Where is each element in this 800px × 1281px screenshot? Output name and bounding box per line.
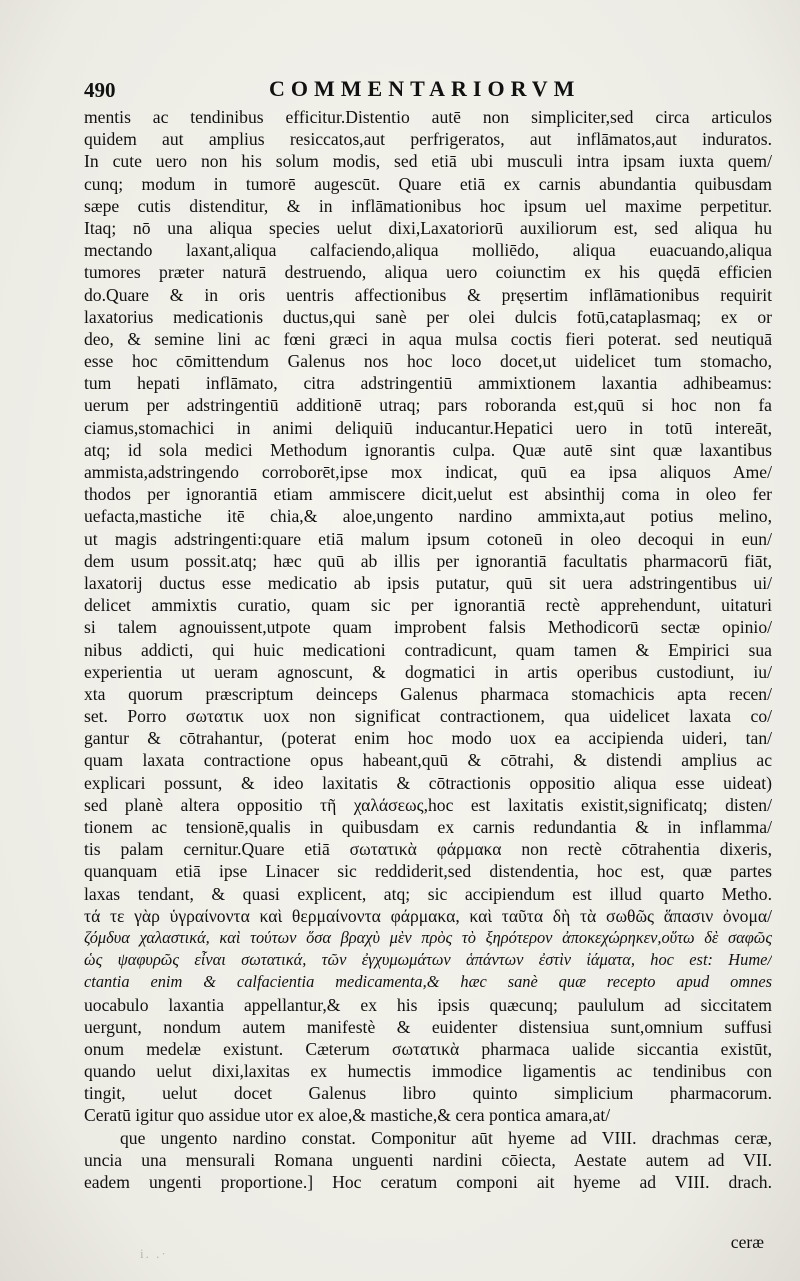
- body-text: [84, 106, 772, 1193]
- text-line: tis palam cernitur.Quare etiā σωτατικὰ φάρμακα non rectè cōtrahentia dixeris,: [84, 839, 772, 860]
- text-line: si talem agnouissent,utpote quam improbent falsis Methodicorū sectæ opinio/: [84, 617, 772, 638]
- text-line: explicari possunt, & ideo laxitatis & cōtractionis oppositio aliqua esse uideat): [84, 772, 772, 793]
- text-line: experientia ut ueram agnoscunt, & dogmatici in artis operibus custodiunt, iu/: [84, 661, 772, 682]
- bleed-through-mark: i. .·: [140, 1246, 168, 1261]
- text-line: uefacta,mastiche itē chia,& aloe,ungento nardino ammixta,aut potius melino,: [84, 506, 772, 527]
- text-line: tingit, uelut docet Galenus libro quinto simplicium pharmacorum.: [84, 1083, 772, 1104]
- text-line: tumores præter naturā destruendo, aliqua uero coiunctim ex his quędā efficien: [84, 262, 772, 283]
- text-line: uncia una mensurali Romana unguenti nardini cōiecta, Aestate autem ad VII.: [84, 1149, 772, 1170]
- text-line: In cute uero non his solum modis, sed etiā ubi musculi intra ipsam iuxta quem/: [84, 151, 772, 172]
- text-line: quam laxata contractione opus habeant,quū & cōtrahi, & distendi amplius ac: [84, 750, 772, 771]
- text-line: xta quorum præscriptum deinceps Galenus pharmaca stomachicis apta recen/: [84, 683, 772, 704]
- text-line: sed planè altera oppositio τῆ χαλάσεως,hoc est laxitatis existit,significatq; disten/: [84, 794, 772, 815]
- text-line: uocabulo laxantia appellantur,& ex his ipsis quæcunq; paululum ad siccitatem: [84, 994, 772, 1015]
- text-line: Itaq; nō una aliqua species uelut dixi,Laxatoriorū auxiliorum est, sed aliqua hu: [84, 217, 772, 238]
- catchword: ceræ: [730, 1232, 764, 1252]
- text-line: uerum per adstringentiū additionē utraq; pars roboranda est,quū si hoc non fa: [84, 395, 772, 416]
- text-line: ciamus,stomachici in animi deliquiū inducantur.Hepatici uero in totū intereāt,: [84, 417, 772, 438]
- text-line: laxatorij ductus esse medicatio ab ipsis putatur, quū sit uera adstringentibus ui/: [84, 572, 772, 593]
- text-line: laxas tendant, & quasi explicent, atq; sic accipiendum est illud quarto Metho.: [84, 883, 772, 904]
- text-line: delicet ammixtis curatio, quam sic per ignorantiā rectè apprehendunt, uitaturi: [84, 595, 772, 616]
- page-header: [84, 74, 760, 104]
- text-line: mectando laxant,aliqua calfaciendo,aliqua molliēdo, aliqua euacuando,aliqua: [84, 240, 772, 261]
- text-line: ζόμδυα χαλαστικά, καὶ τούτων ὅσα βραχὺ μὲν πρὸς τὸ ξηρότερον ἀποκεχώρηκεν,οὕτω δὲ σαφῶς: [84, 927, 772, 947]
- text-line: onum medelæ existunt. Cæterum σωτατικὰ pharmaca ualide siccantia existūt,: [84, 1038, 772, 1059]
- text-line: atq; id sola medici Methodum ignorantis culpa. Quæ autē sint quæ laxantibus: [84, 439, 772, 460]
- text-line: τά τε γὰρ ὑγραίνοντα καὶ θερμαίνοντα φάρμακα, καὶ ταῦτα δὴ τὰ σωθῶς ἅπασιν ὀνομα/: [84, 905, 772, 926]
- text-line: uergunt, nondum autem manifestè & euidenter distensiua sunt,omnium suffusi: [84, 1016, 772, 1037]
- text-line: ut magis adstringenti:quare etiā malum ipsum cotoneū in oleo decoqui in eun/: [84, 528, 772, 549]
- text-line: tum hepati inflāmato, citra adstringentiū ammixtionem laxantia adhibeamus:: [84, 373, 772, 394]
- text-line: do.Quare & in oris uentris affectionibus & pręsertim inflāmationibus requirit: [84, 284, 772, 305]
- text-line: quanquam etiā ipse Linacer sic reddiderit,sed distendentia, hoc est, quæ partes: [84, 861, 772, 882]
- text-line: ctantia enim & calfacientia medicamenta,& hæc sanè quæ recepto apud omnes: [84, 972, 772, 992]
- text-line: mentis ac tendinibus efficitur.Distentio autē non simpliciter,sed circa articulos: [84, 107, 772, 127]
- text-line: laxatorius medicationis ductus,qui sanè per olei dulcis fotū,cataplasmaq; ex or: [84, 306, 772, 327]
- text-line: ὡς ψαφυρῶς εἶναι σωτατικά, τῶν ἐγχυμωμάτων ἁπάντων ἐστὶν ἰάματα, hoc est: Hume/: [84, 950, 772, 970]
- text-line: sæpe cutis distenditur, & in inflāmationibus hoc ipsum uel maxime perpetitur.: [84, 195, 772, 216]
- text-line: cunq; modum in tumorē augescūt. Quare etiā ex carnis abundantia quibusdam: [84, 173, 772, 194]
- page-number: 490: [84, 78, 116, 102]
- text-line: ammista,adstringendo corroborēt,ipse mox indicat, quū ea ipsa aliquos Ame/: [84, 462, 772, 482]
- text-line: dem usum possit.atq; hæc quū ab illis per ignorantiā facultatis pharmacorū fiāt,: [84, 550, 772, 571]
- text-line: gantur & cōtrahantur, (poterat enim hoc modo uox ea accipienda uideri, tan/: [84, 728, 772, 749]
- text-line: quando uelut dixi,laxitas ex humectis immodice ligamentis ac tendinibus con: [84, 1061, 772, 1082]
- text-line: Ceratū igitur quo assidue utor ex aloe,& mastiche,& cera pontica amara,at/: [84, 1105, 611, 1126]
- text-line: esse hoc cōmittendum Galenus nos hoc loco docet,ut uidelicet tum stomacho,: [84, 351, 772, 372]
- text-line: thodos per ignorantiā etiam ammiscere dicit,uelut est absinthij coma in oleo fer: [84, 484, 772, 505]
- text-line: tionem ac tensionē,qualis in quibusdam ex carnis redundantia & in inflamma/: [84, 817, 772, 837]
- text-line: deo, & semine lini ac fœni græci in aqua mulsa coctis fieri poterat. sed neutiquā: [84, 328, 772, 349]
- text-line: quidem aut amplius resiccatos,aut perfrigeratos, aut inflāmatos,aut induratos.: [84, 129, 772, 150]
- running-title: COMMENTARIORVM: [269, 76, 581, 101]
- text-line: nibus addicti, qui huic medicationi contradicunt, quam tamen & Empirici sua: [84, 639, 772, 660]
- text-line: set. Porro σωτατικ uox non significat contractionem, qua uidelicet laxata co/: [84, 706, 772, 727]
- text-line: que ungento nardino constat. Componitur aūt hyeme ad VIII. drachmas ceræ,: [120, 1127, 772, 1148]
- text-line: eadem ungenti proportione.] Hoc ceratum componi ait hyeme ad VIII. drach.: [84, 1172, 772, 1192]
